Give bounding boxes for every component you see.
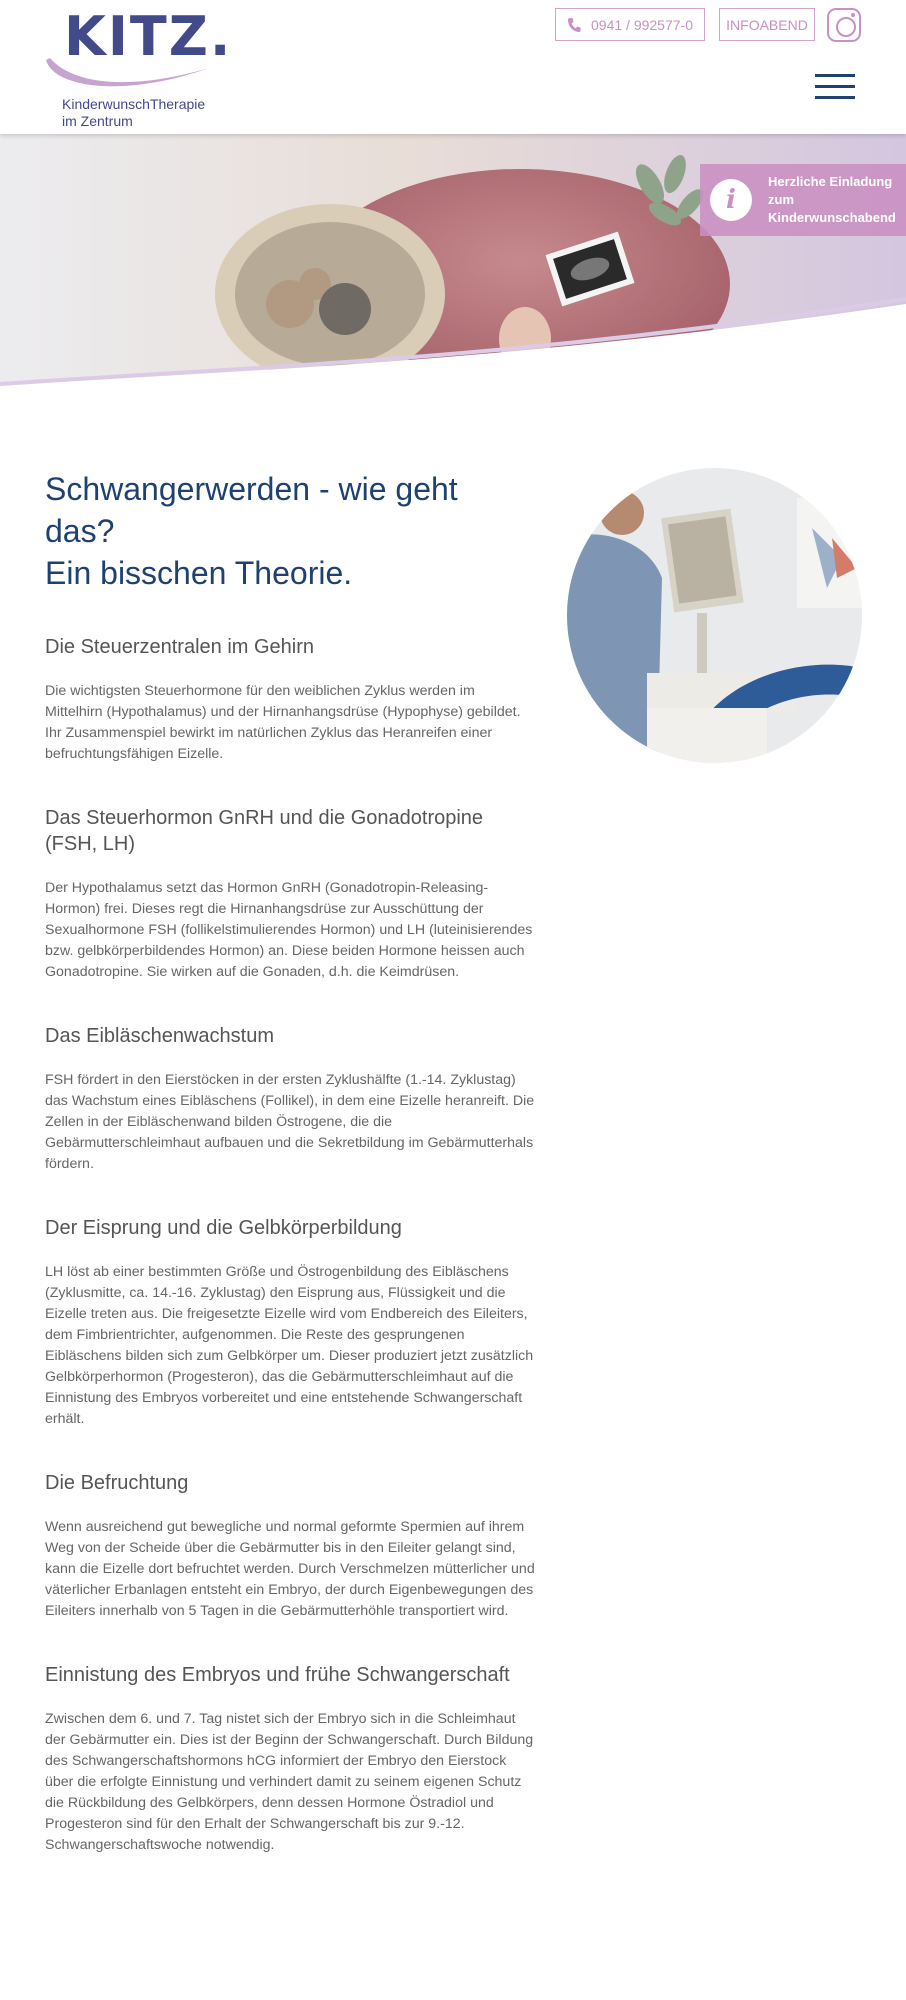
- section-text: Die wichtigsten Steuerhormone für den weiblichen Zyklus werden im Mittelhirn (Hypothalamus) und der Hirnanhangsdrüse (Hypophyse) gebildet. Ihr Zusammenspiel bewirkt im natürlichen Zyklus das Heranreifen einer befruchtungsfähigen Eizelle.: [45, 683, 521, 762]
- phone-button[interactable]: [555, 8, 705, 41]
- section-gnrh: [45, 805, 535, 983]
- info-icon: i: [710, 179, 752, 221]
- page-title: [45, 468, 535, 594]
- site-header: [0, 0, 906, 134]
- section-eisprung: [45, 1215, 535, 1430]
- section-heading: Der Eisprung und die Gelbkörperbildung: [45, 1217, 402, 1239]
- page-title-line-2: Ein bisschen Theorie.: [45, 555, 353, 591]
- section-heading: Das Steuerhormon GnRH und die Gonadotropine (FSH, LH): [45, 807, 484, 855]
- invitation-text: Herzliche Einladung zum Kinderwunschabend: [768, 174, 896, 225]
- section-heading: Die Steuerzentralen im Gehirn: [45, 636, 315, 658]
- logo-tagline-2: im Zentrum: [62, 113, 133, 129]
- main-content: [45, 468, 535, 1856]
- section-text: Zwischen dem 6. und 7. Tag nistet sich der Embryo sich in die Schleimhaut der Gebärmutter ein. Dies ist der Beginn der Schwangerschaft. Durch Bildung des Schwangerschaftshormons hCG informiert der Embryo den Eierstock über die erfolgte Einnistung und verhindert damit zu seinem eigenen Schutz die Rückbildung des Gelbkörpers, denn dessen Hormone Östradiol und Progesteron sind für den Erhalt der Schwangerschaft bis zur 9.-12. Schwangerschaftswoche notwendig.: [45, 1711, 534, 1853]
- section-text: FSH fördert in den Eierstöcken in der ersten Zyklushälfte (1.-14. Zyklustag) das Wachstum eines Eibläschens (Follikel), in dem eine Eizelle heranreift. Die Zellen in der Eibläschenwand bilden Östrogene, die die Gebärmutterschleimhaut aufbauen und die Sekretbildung im Gebärmutterhals fördern.: [45, 1072, 535, 1172]
- section-text: Der Hypothalamus setzt das Hormon GnRH (Gonadotropin-Releasing-Hormon) frei. Dieses regt die Hirnanhangsdrüse zur Ausschüttung der Sexualhormone FSH (follikelstimulierendes Hormon) und LH (luteinisierendes bzw. gelbkörperbildendes Hormon) an. Diese beiden Hormone heissen auch Gonadotropine. Sie wirken auf die Gonaden, d.h. die Keimdrüsen.: [45, 880, 533, 980]
- section-befruchtung: [45, 1470, 535, 1622]
- logo-word: KITZ.: [64, 5, 233, 68]
- section-steuerzentralen: [45, 634, 535, 765]
- infoabend-button[interactable]: INFOABEND: [719, 8, 815, 41]
- section-heading: Einnistung des Embryos und frühe Schwangerschaft: [45, 1664, 510, 1686]
- clinic-photo: [567, 468, 862, 763]
- instagram-icon[interactable]: [827, 8, 861, 42]
- hamburger-menu-icon[interactable]: [815, 74, 855, 100]
- hero-banner: [0, 134, 906, 396]
- section-heading: Das Eibläschenwachstum: [45, 1025, 274, 1047]
- phone-icon: [567, 17, 581, 33]
- section-einnistung: [45, 1662, 535, 1856]
- section-heading: Die Befruchtung: [45, 1472, 189, 1494]
- ultrasound-photo: [567, 468, 862, 763]
- page-title-line-1: Schwangerwerden - wie geht das?: [45, 471, 458, 549]
- section-eiblaeschen: [45, 1023, 535, 1175]
- phone-number: 0941 / 992577-0: [591, 16, 693, 33]
- section-text: LH löst ab einer bestimmten Größe und Östrogenbildung des Eibläschens (Zyklusmitte, ca. 14.-16. Zyklustag) den Eisprung aus, Flüssigkeit und die Eizelle treten aus. Die freigesetzte Eizelle wird vom Endbereich des Eileiters, dem Fimbrientrichter, aufgenommen. Die Reste des gesprungenen Eibläschens bilden sich zum Gelbkörper um. Dieser produziert jetzt zusätzlich Gelbkörperhormon (Progesteron), das die Gebärmutterschleimhaut auf die Einnistung des Embryos vorbereitet und eine entstehende Schwangerschaft erhält.: [45, 1264, 534, 1427]
- logo-tagline-1: KinderwunschTherapie: [62, 96, 206, 112]
- invitation-banner[interactable]: [700, 164, 906, 236]
- kitz-logo[interactable]: [44, 5, 233, 130]
- section-text: Wenn ausreichend gut bewegliche und normal geformte Spermien auf ihrem Weg von der Scheide über die Gebärmutter bis in den Eileiter gelangt sind, kann die Eizelle dort befruchtet werden. Durch Verschmelzen mütterlicher und väterlicher Erbanlagen entsteht ein Embryo, der durch Eigenbewegungen des Eileiters innerhalb von 5 Tagen in die Gebärmutterhöhle transportiert wird.: [45, 1519, 535, 1619]
